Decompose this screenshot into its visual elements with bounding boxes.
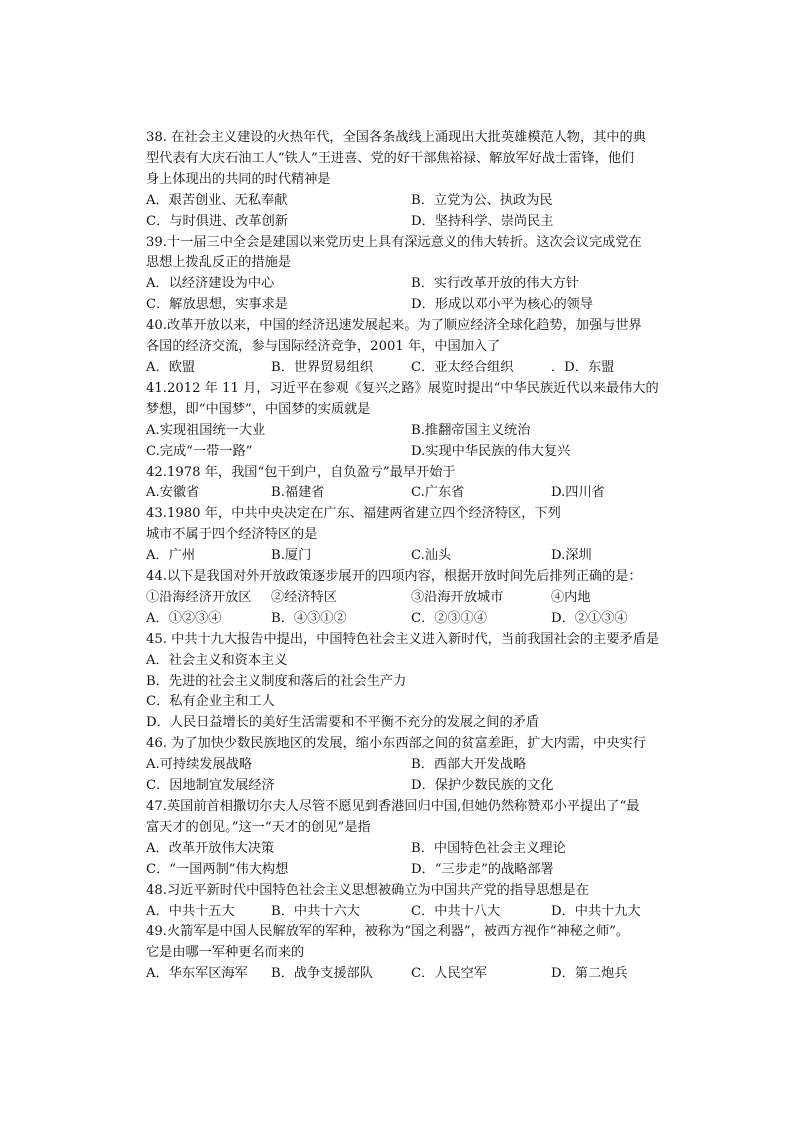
stem-line: 42.1978 年，我国“包干到户，自负盈亏”最早开始于 (146, 464, 456, 480)
option-b: B．中国特色社会主义理论 (411, 840, 566, 856)
question-stem (146, 881, 666, 902)
option-b: B．中共十六大 (271, 903, 360, 919)
options (146, 358, 666, 379)
option-c: C．解放思想，实事求是 (146, 297, 288, 313)
option-c: C．与时俱进、改革创新 (146, 213, 288, 229)
question-stem (146, 567, 666, 588)
stem-line: 身上体现出的共同的时代精神是 (146, 171, 331, 187)
option-a: A．华东军区海军 (146, 966, 248, 982)
stem-line: 38. 在社会主义建设的火热年代，全国各条战线上涌现出大批英雄模范人物，其中的典 (146, 130, 646, 145)
option-c: C．私有企业主和工人 (146, 694, 275, 710)
stem-line: 43.1980 年，中共中央决定在广东、福建两省建立四个经济特区，下列 (146, 506, 561, 522)
question-stem (146, 128, 666, 191)
listed-item: ②经济特区 (271, 589, 337, 605)
question-44 (146, 567, 666, 630)
option-d: D.深圳 (551, 548, 592, 564)
question-stem (146, 734, 666, 755)
stem-line: 48.习近平新时代中国特色社会主义思想被确立为中国共产党的指导思想是在 (146, 882, 589, 898)
question-43 (146, 504, 666, 567)
option-a: A．广州 (146, 548, 196, 564)
listed-item: ①沿海经济开放区 (146, 589, 252, 605)
option-b: B．实行改革开放的伟大方针 (411, 276, 579, 292)
options (146, 902, 666, 923)
option-c: C．“一国两制”伟大构想 (146, 861, 289, 877)
exam-page (146, 128, 666, 985)
options (146, 274, 666, 316)
options (146, 651, 666, 735)
stem-line: 46. 为了加快少数民族地区的发展，缩小东西部之间的贫富差距，扩大内需，中央实行 (146, 736, 646, 752)
option-d: D．②①③④ (551, 610, 628, 626)
option-c: C．中共十八大 (411, 903, 501, 919)
stem-line: 47.英国前首相撒切尔夫人尽管不愿见到香港回归中国,但她仍然称赞邓小平提出了“最 (146, 799, 640, 814)
option-a: A．中共十五大 (146, 903, 235, 919)
options (146, 483, 666, 504)
option-b: B．④③①② (271, 610, 347, 626)
option-c: C.汕头 (411, 548, 452, 564)
option-b: B．战争支援部队 (271, 966, 374, 982)
question-stem (146, 922, 666, 964)
option-c: C．人民空军 (411, 966, 488, 982)
stem-line: 它是由哪一军种更名而来的 (146, 945, 305, 961)
options (146, 755, 666, 797)
option-c: C.完成“一带一路” (146, 443, 253, 459)
option-b: B．先进的社会主义制度和落后的社会生产力 (146, 673, 407, 689)
question-stem (146, 233, 666, 275)
option-a: A.可持续发展战略 (146, 757, 253, 773)
option-a: A．艰苦创业、无私奉献 (146, 192, 288, 208)
option-b: B．立党为公、执政为民 (411, 192, 553, 208)
question-41 (146, 379, 666, 463)
options (146, 839, 666, 881)
option-d: D．坚持科学、崇尚民主 (411, 213, 554, 229)
question-40 (146, 316, 666, 379)
option-c: C．亚太经合组织 (411, 359, 514, 375)
option-d: D.四川省 (551, 485, 605, 501)
question-39 (146, 233, 666, 317)
stem-line: 45. 中共十九大报告中提出，中国特色社会主义进入新时代，当前我国社会的主要矛盾是 (146, 631, 660, 647)
listed-items (146, 588, 666, 609)
question-49 (146, 922, 666, 985)
question-46 (146, 734, 666, 797)
question-42 (146, 463, 666, 505)
option-c: C．因地制宜发展经济 (146, 778, 275, 794)
option-a: A.安徽省 (146, 485, 200, 501)
question-stem (146, 797, 666, 839)
stem-line: 梦想，即“中国梦”，中国梦的实质就是 (146, 401, 371, 417)
option-b: B.厦门 (271, 548, 312, 564)
stem-line: 富天才的创见。”这一“天才的创见”是指 (146, 819, 371, 835)
option-d: D．形成以邓小平为核心的领导 (411, 297, 594, 313)
option-b: B.推翻帝国主义统治 (411, 422, 531, 438)
question-45 (146, 630, 666, 735)
question-stem (146, 504, 666, 546)
stem-line: 思想上拨乱反正的措施是 (146, 255, 292, 271)
question-48 (146, 881, 666, 923)
option-c: C.广东省 (411, 485, 465, 501)
option-a: A．以经济建设为中心 (146, 276, 275, 292)
listed-item: ④内地 (551, 589, 591, 605)
option-d: D．保护少数民族的文化 (411, 778, 554, 794)
question-stem (146, 463, 666, 484)
options (146, 421, 666, 463)
stem-line: 城市不属于四个经济特区的是 (146, 527, 318, 543)
option-d: D．人民日益增长的美好生活需要和不平衡不充分的发展之间的矛盾 (146, 715, 540, 731)
option-d: D．第二炮兵 (551, 966, 628, 982)
question-stem (146, 379, 666, 421)
question-38 (146, 128, 666, 233)
question-47 (146, 797, 666, 881)
stem-line: 型代表有大庆石油工人“铁人”王进喜、党的好干部焦裕禄、解放军好战士雷锋，他们 (146, 150, 635, 166)
option-a: A．①②③④ (146, 610, 222, 626)
options (146, 191, 666, 233)
stem-line: 39.十一届三中全会是建国以来党历史上具有深远意义的伟大转折。这次会议完成党在 (146, 234, 642, 250)
option-b: B.福建省 (271, 485, 325, 501)
question-stem (146, 316, 666, 358)
option-b: B．世界贸易组织 (271, 359, 374, 375)
option-d: D.实现中华民族的伟大复兴 (411, 443, 571, 459)
options (146, 609, 666, 630)
options (146, 546, 666, 567)
stem-line: 40.改革开放以来，中国的经济迅速发展起来。为了顺应经济全球化趋势，加强与世界 (146, 318, 642, 334)
option-b: B．西部大开发战略 (411, 757, 527, 773)
options (146, 964, 666, 985)
stem-line: 49.火箭军是中国人民解放军的军种，被称为“国之利器”，被西方视作“神秘之师”。 (146, 924, 630, 940)
option-a: A.实现祖国统一大业 (146, 422, 266, 438)
option-a: A．欧盟 (146, 359, 196, 375)
option-d: ．D．东盟 (551, 359, 615, 375)
stem-line: 41.2012 年 11 月，习近平在参观《复兴之路》展览时提出“中华民族近代以来最伟大的 (146, 380, 659, 396)
option-c: C．②③①④ (411, 610, 488, 626)
option-d: D．中共十九大 (551, 903, 641, 919)
option-d: D．“三步走”的战略部署 (411, 861, 554, 877)
option-a: A．改革开放伟大决策 (146, 840, 275, 856)
option-a: A．社会主义和资本主义 (146, 652, 288, 668)
question-stem (146, 630, 666, 651)
stem-line: 各国的经济交流，参与国际经济竞争，2001 年，中国加入了 (146, 339, 501, 355)
listed-item: ③沿海开放城市 (411, 589, 504, 605)
stem-line: 44.以下是我国对外开放政策逐步展开的四项内容，根据开放时间先后排列正确的是： (146, 569, 642, 585)
